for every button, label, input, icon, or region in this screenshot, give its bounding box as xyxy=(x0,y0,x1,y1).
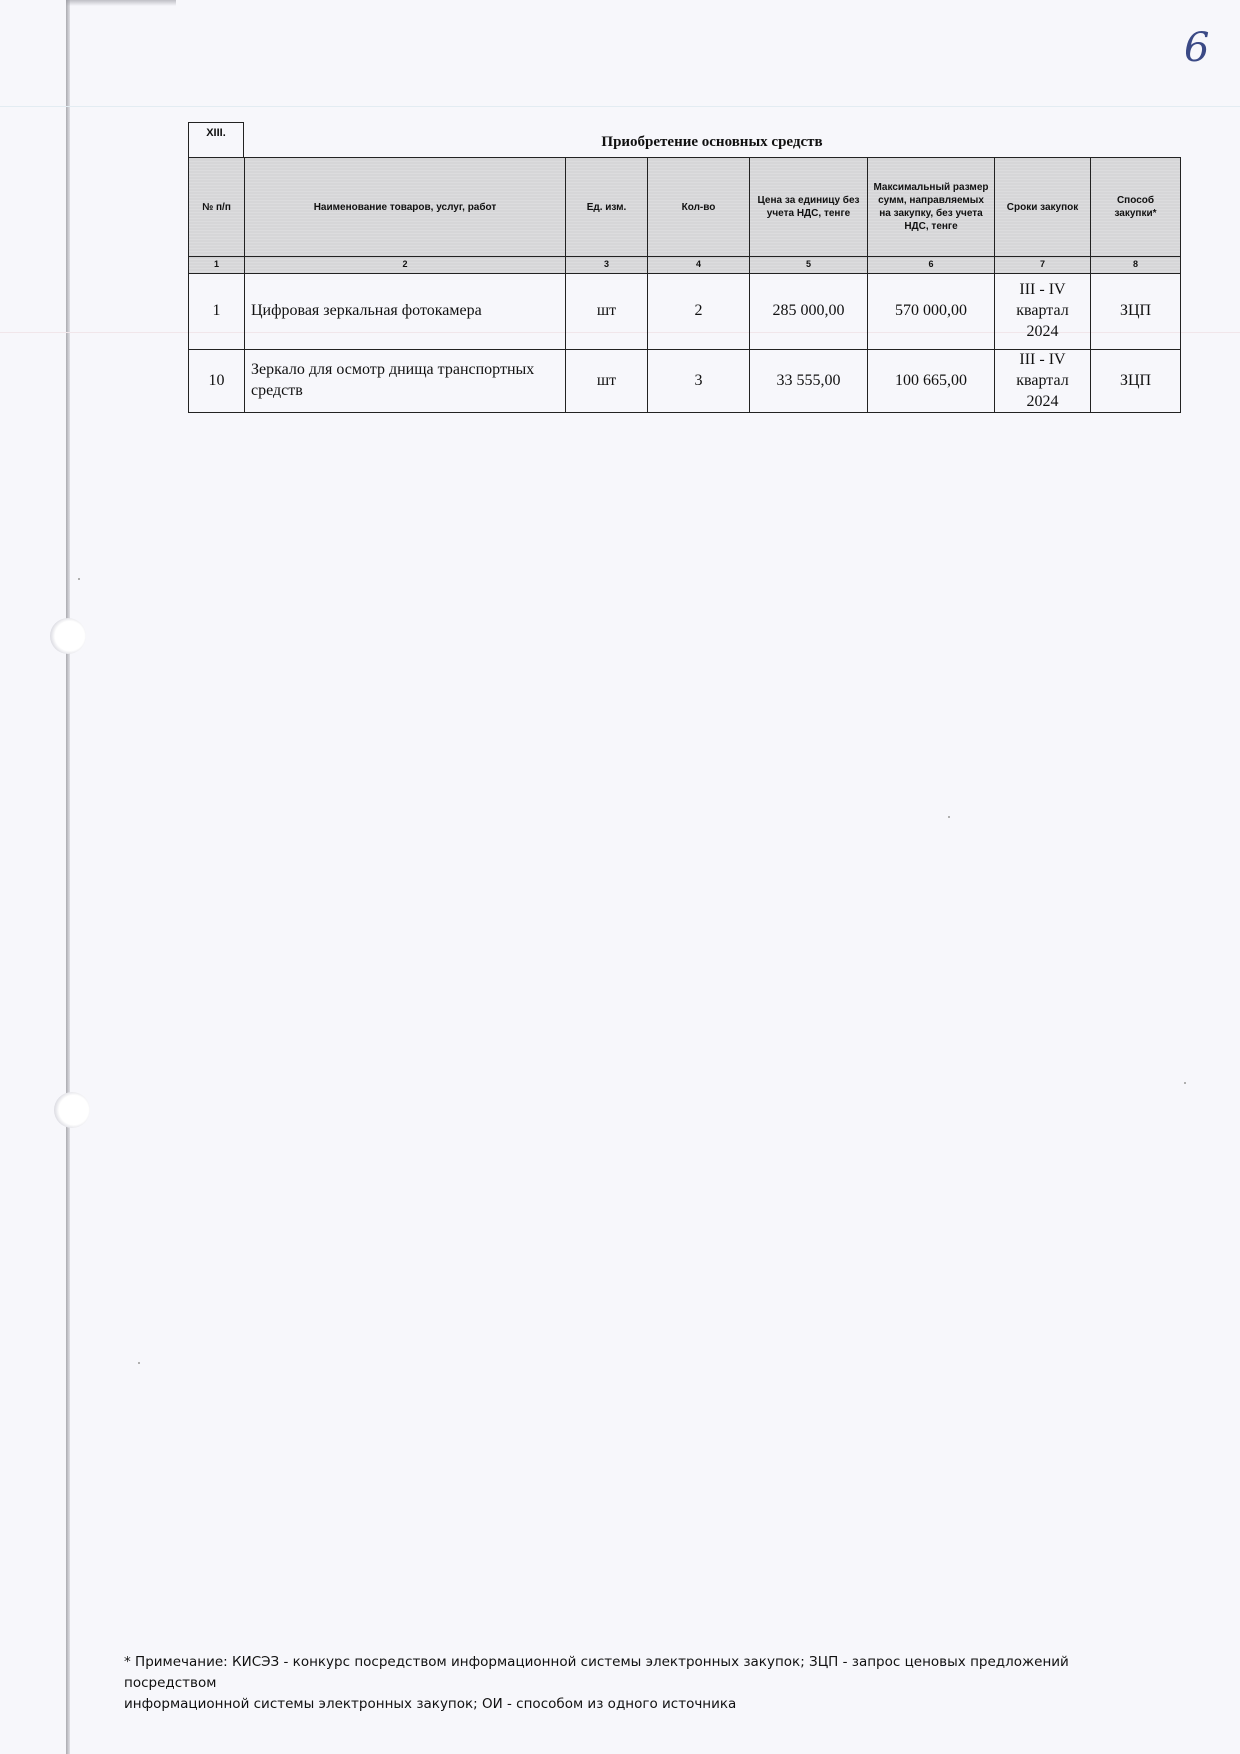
scan-speck xyxy=(78,578,80,580)
column-number: 4 xyxy=(648,257,750,274)
scan-speck xyxy=(1184,1082,1186,1084)
page-top-edge xyxy=(66,0,176,6)
footnote-line: * Примечание: КИСЭЗ - конкурс посредством информационной системы электронных закупок; ЗЦП - запрос ценовых предложений посредством xyxy=(124,1654,1069,1691)
handwritten-page-number: 6 xyxy=(1184,25,1210,71)
col-header-method: Способ закупки* xyxy=(1091,158,1181,257)
cell-number: 10 xyxy=(189,350,245,413)
section-header xyxy=(188,122,1180,158)
cell-price: 285 000,00 xyxy=(750,274,868,350)
col-header-price: Цена за единицу без учета НДС, тенге xyxy=(750,158,868,257)
cell-unit: шт xyxy=(566,274,648,350)
cell-term: III - IV квартал 2024 xyxy=(995,350,1091,413)
cell-method: ЗЦП xyxy=(1091,274,1181,350)
column-number: 8 xyxy=(1091,257,1181,274)
cell-name: Цифровая зеркальная фотокамера xyxy=(245,274,566,350)
column-number: 7 xyxy=(995,257,1091,274)
faint-ruling-line xyxy=(0,106,1240,107)
col-header-number: № п/п xyxy=(189,158,245,257)
procurement-table xyxy=(188,157,1181,413)
col-header-name: Наименование товаров, услуг, работ xyxy=(245,158,566,257)
cell-qty: 3 xyxy=(648,350,750,413)
scan-speck xyxy=(138,1362,140,1364)
table-column-number-row xyxy=(189,257,1181,274)
cell-price: 33 555,00 xyxy=(750,350,868,413)
column-number: 6 xyxy=(868,257,995,274)
col-header-total: Максимальный размер сумм, направляемых на закупку, без учета НДС, тенге xyxy=(868,158,995,257)
cell-number: 1 xyxy=(189,274,245,350)
cell-name: Зеркало для осмотр днища транспортных средств xyxy=(245,350,566,413)
column-number: 3 xyxy=(566,257,648,274)
cell-total: 570 000,00 xyxy=(868,274,995,350)
table-header-row xyxy=(189,158,1181,257)
section-title: Приобретение основных средств xyxy=(601,134,823,150)
col-header-term: Сроки закупок xyxy=(995,158,1091,257)
binder-hole xyxy=(54,1092,90,1128)
cell-term: III - IV квартал 2024 xyxy=(995,274,1091,350)
col-header-qty: Кол-во xyxy=(648,158,750,257)
cell-total: 100 665,00 xyxy=(868,350,995,413)
cell-qty: 2 xyxy=(648,274,750,350)
cell-method: ЗЦП xyxy=(1091,350,1181,413)
column-number: 5 xyxy=(750,257,868,274)
column-number: 1 xyxy=(189,257,245,274)
column-number: 2 xyxy=(245,257,566,274)
cell-unit: шт xyxy=(566,350,648,413)
scan-speck xyxy=(948,816,950,818)
page-left-edge xyxy=(66,0,70,1754)
footnote-line: информационной системы электронных закупок; ОИ - способом из одного источника xyxy=(124,1695,737,1712)
col-header-unit: Ед. изм. xyxy=(566,158,648,257)
binder-hole xyxy=(50,618,86,654)
table-row xyxy=(189,350,1181,413)
table-row xyxy=(189,274,1181,350)
footnote xyxy=(124,1652,1124,1715)
section-number: XIII. xyxy=(188,122,244,158)
